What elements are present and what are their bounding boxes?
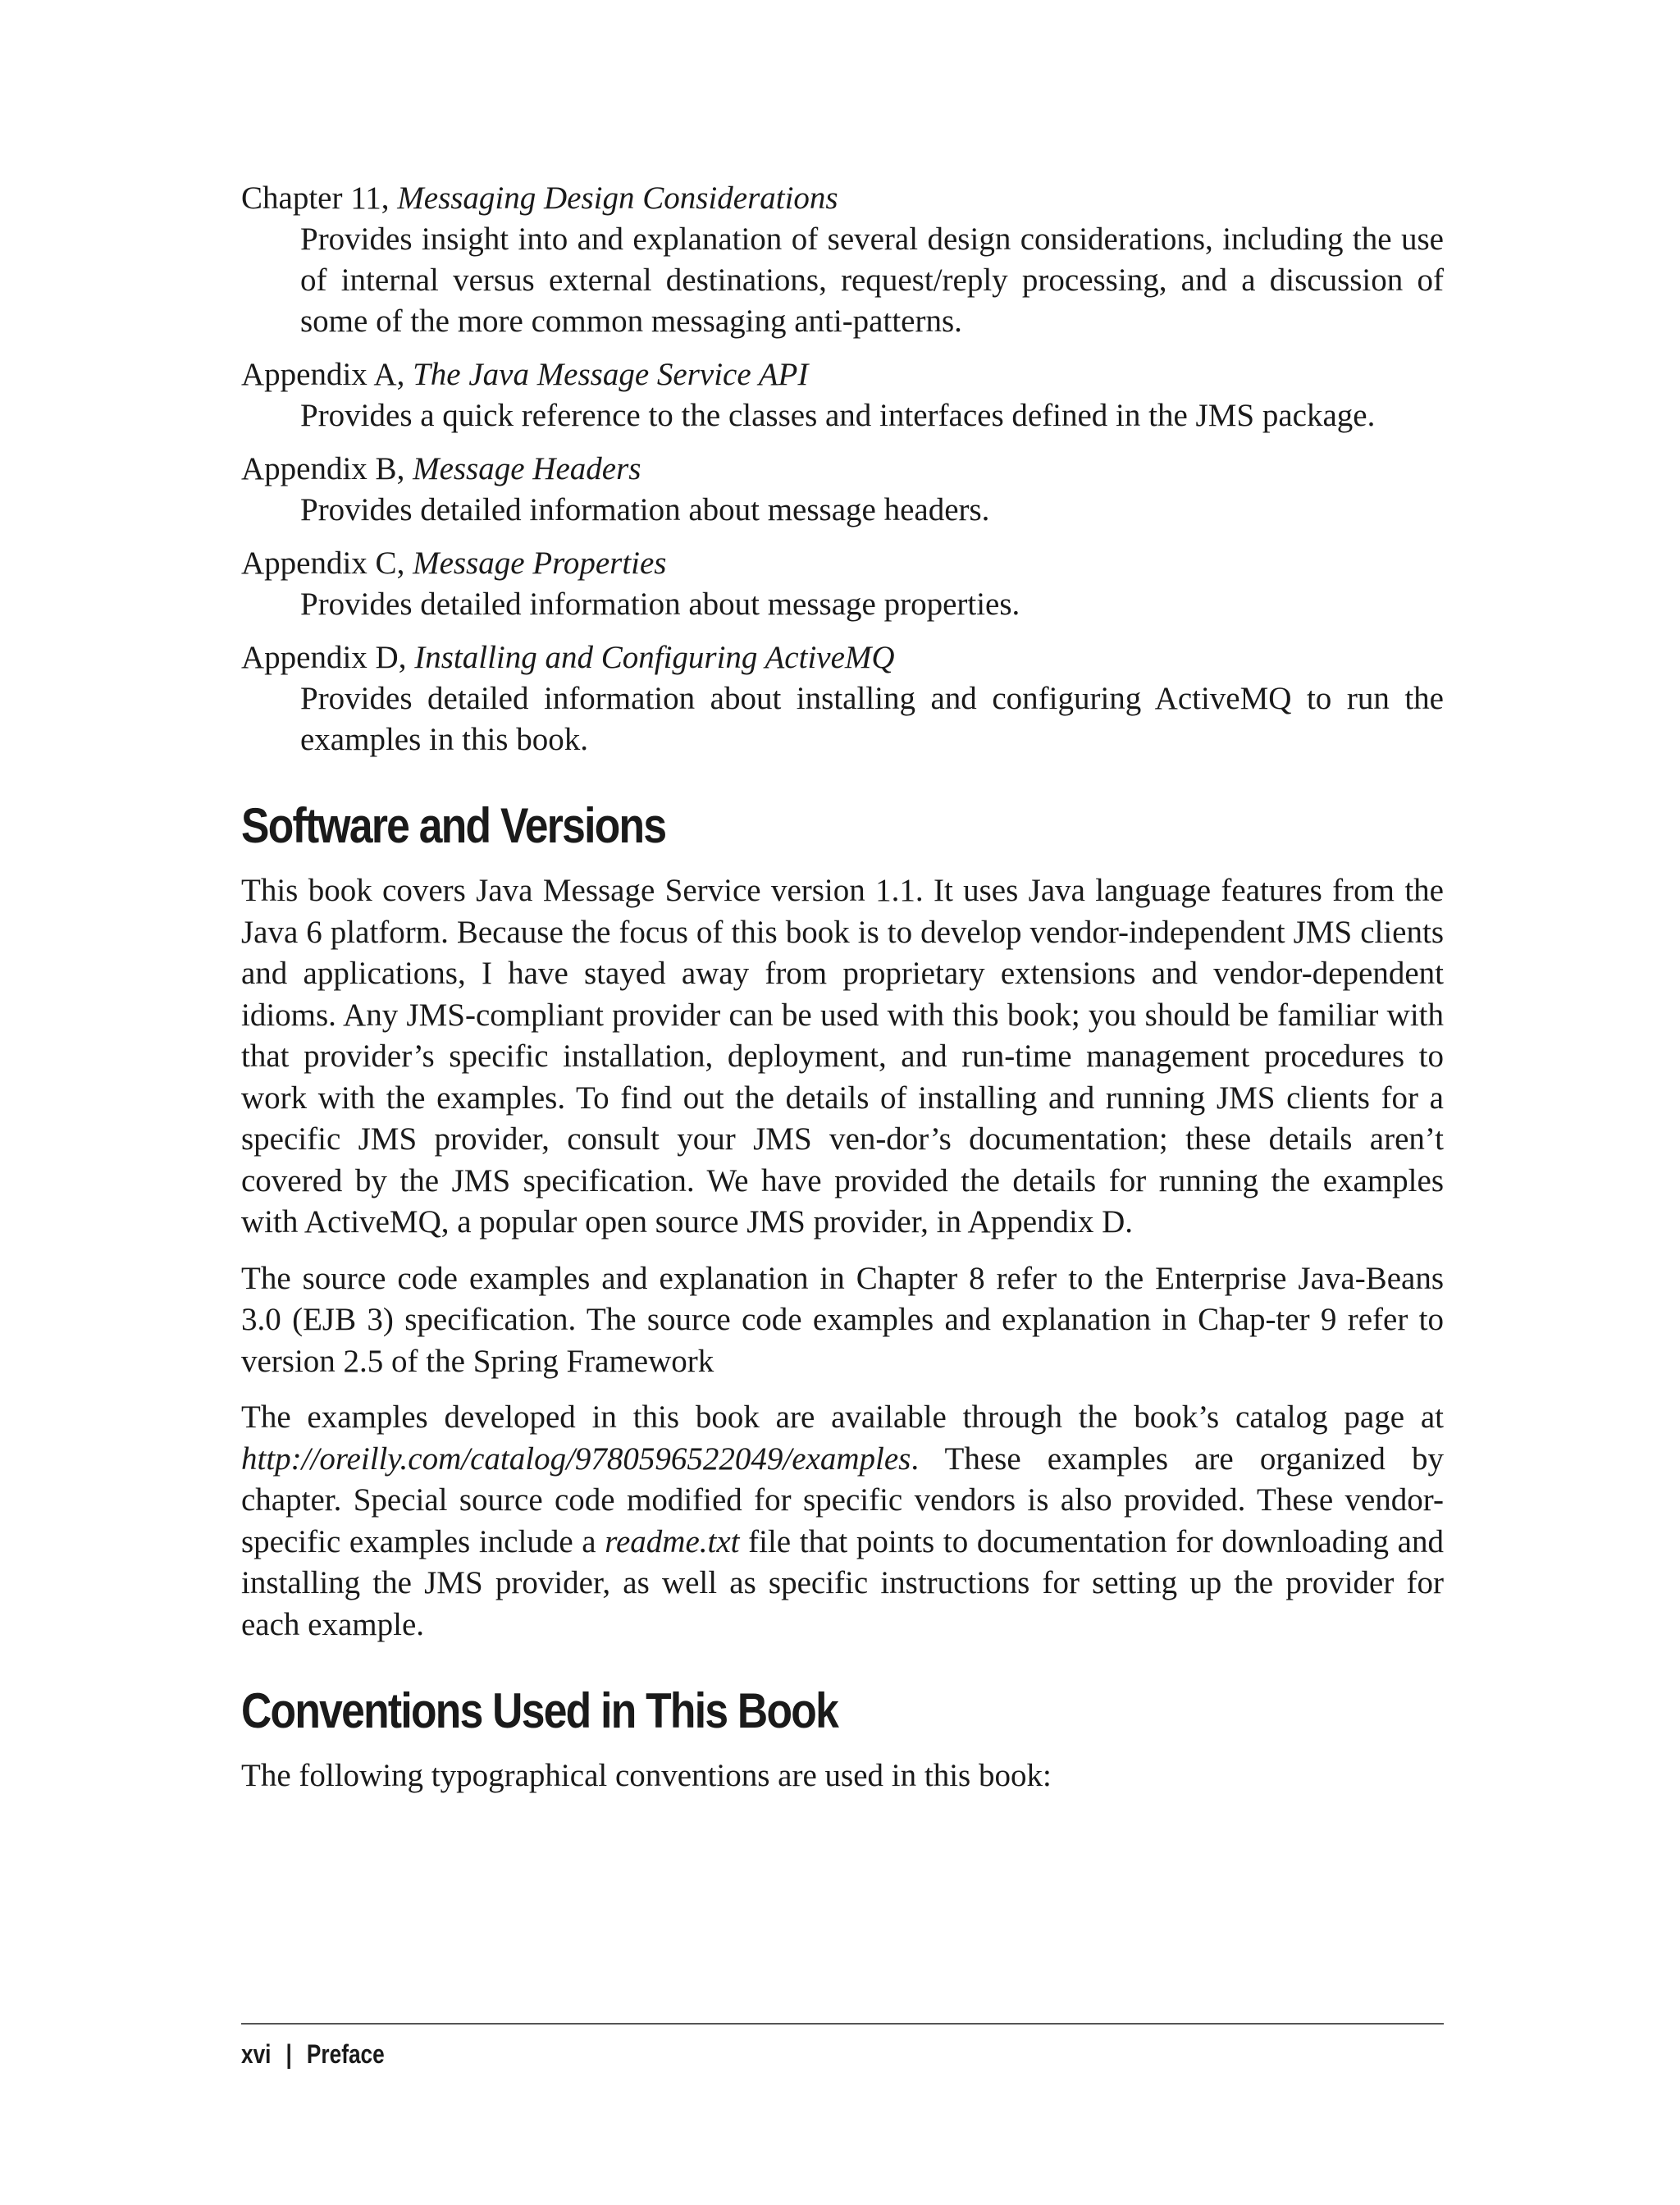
examples-url: http://oreilly.com/catalog/9780596522049/examples [241,1440,911,1477]
entry-description: Provides a quick reference to the classes and interfaces defined in the JMS package. [300,398,1376,433]
paragraph-examples: The examples developed in this book are available through the book’s catalog page at http://oreilly.com/catalog/9780596522049/examples. These examples are organized by chapter. Special source code modified for specific vendors is also provided. These vendor-specific examples include a readme.txt file that points to documentation for downloading and installing the JMS provider, as well as specific instructions for setting up the provider for each example. [241,1399,1444,1642]
page-footer [241,2038,385,2070]
footer-section: Preface [306,2039,385,2069]
entry-appendix-b [241,448,1444,531]
entry-title: Installing and Configuring ActiveMQ [414,640,895,675]
entry-title: Messaging Design Considerations [397,180,838,216]
entry-description: Provides detailed information about installing and configuring ActiveMQ to run the examples in this book. [300,681,1444,757]
readme-filename: readme.txt [605,1523,740,1559]
footer-separator: | [285,2039,292,2069]
footer-rule [241,2023,1444,2025]
entry-title: Message Properties [413,546,667,581]
section-heading-software: Software and Versions [241,798,666,853]
entry-description: Provides insight into and explanation of several design considerations, including the use of internal versus external destinations, request/reply processing, and a discussion of some of the more common messaging anti-patterns. [300,221,1444,339]
paragraph: The source code examples and explanation in Chapter 8 refer to the Enterprise Java-Beans 3.0 (EJB 3) specification. The source code examples and explanation in Chap-ter 9 refer to version 2.5 of the Spring Framework [241,1260,1444,1379]
page-content [241,177,1444,1812]
entry-chapter-11 [241,177,1444,342]
entry-term: Appendix C, Message Properties [241,546,667,581]
entry-term: Appendix D, Installing and Configuring ActiveMQ [241,640,895,675]
entry-title: The Java Message Service API [413,357,809,392]
entry-term: Appendix B, Message Headers [241,451,641,486]
paragraph: This book covers Java Message Service version 1.1. It uses Java language features from the Java 6 platform. Because the focus of this book is to develop vendor-independent JMS clients and applications, I have stayed away from proprietary extensions and vendor-dependent idioms. Any JMS-compliant provider can be used with this book; you should be familiar with that provider’s specific installation, deployment, and run-time management procedures to work with the examples. To find out the details of installing and running JMS clients for a specific JMS provider, consult your JMS ven-dor’s documentation; these details aren’t covered by the JMS specification. We have provided the details for running the examples with ActiveMQ, a popular open source JMS provider, in Appendix D. [241,873,1444,1239]
entry-title: Message Headers [413,451,641,486]
page-number: xvi [241,2039,272,2069]
entry-description: Provides detailed information about message headers. [300,492,990,527]
entry-appendix-a [241,354,1444,436]
entry-term: Chapter 11, Messaging Design Considerations [241,180,838,216]
entry-appendix-d [241,637,1444,760]
entry-description: Provides detailed information about message properties. [300,587,1020,622]
entry-term: Appendix A, The Java Message Service API [241,357,809,392]
entry-appendix-c [241,542,1444,625]
paragraph: The following typographical conventions are used in this book: [241,1758,1052,1793]
section-heading-conventions: Conventions Used in This Book [241,1683,838,1738]
